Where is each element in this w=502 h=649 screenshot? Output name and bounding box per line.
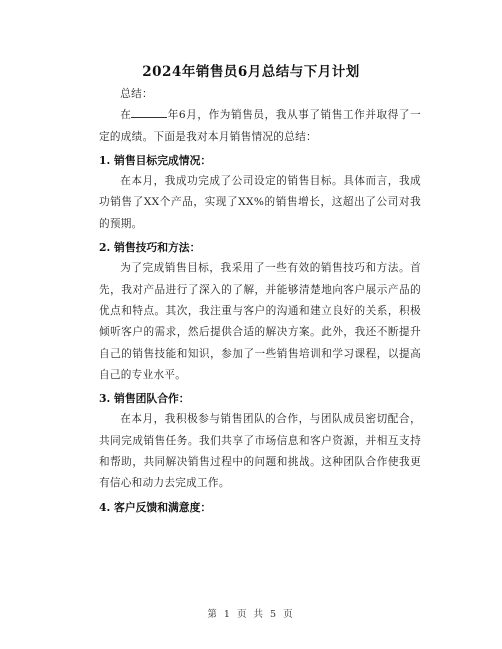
- intro-prefix: 在: [120, 109, 132, 122]
- page-number-footer: 第 1 页 共 5 页: [207, 609, 295, 620]
- intro-paragraph: [99, 105, 421, 148]
- summary-label: 总结：: [120, 88, 153, 100]
- section-heading-sales-skills: 2. 销售技巧和方法：: [99, 241, 201, 255]
- document-title: 2024年销售员6月总结与下月计划: [142, 64, 360, 80]
- section-body-sales-skills: 为了完成销售目标，我采用了一些有效的销售技巧和方法。首先，我对产品进行了深入的了解，并能够清楚地向客户展示产品的优点和特点。其次，我注重与客户的沟通和建立良好的关系，积极倾听客户的需求，然后提供合适的解决方案。此外，我还不断提升自己的销售技能和知识，参加了一些销售培训和学习课程，以提高自己的专业水平。: [99, 262, 421, 381]
- intro-text: 年6月，作为销售员，我从事了销售工作并取得了一定的成绩。下面是我对本月销售情况的总结：: [99, 109, 421, 143]
- section-heading-team-cooperation: 3. 销售团队合作：: [99, 392, 190, 406]
- section-heading-customer-feedback: 4. 客户反馈和满意度：: [99, 500, 212, 514]
- section-body-team-cooperation: 在本月，我积极参与销售团队的合作，与团队成员密切配合，共同完成销售任务。我们共享了市场信息和客户资源，并相互支持和帮助，共同解决销售过程中的问题和挑战。这种团队合作使我更有信心和动力去完成工作。: [99, 413, 421, 490]
- section-heading-sales-target: 1. 销售目标完成情况：: [99, 153, 212, 167]
- section-body-sales-target: 在本月，我成功完成了公司设定的销售目标。具体而言，我成功销售了XX个产品，实现了XX%的销售增长，这超出了公司对我的预期。: [99, 175, 421, 230]
- document-body: [99, 84, 421, 518]
- blank-underline: [131, 105, 167, 118]
